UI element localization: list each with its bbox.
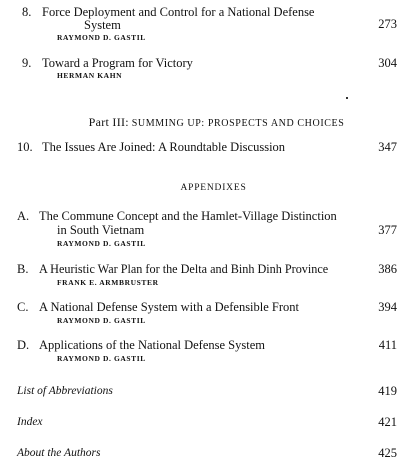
entry-author: HERMAN KAHN	[57, 71, 123, 80]
entry-author: FRANK E. ARMBRUSTER	[57, 278, 159, 287]
part-prefix: Part III:	[88, 115, 129, 129]
entry-title: A National Defense System with a Defensible Front	[39, 300, 300, 314]
entry-page-number: 304	[378, 56, 397, 70]
entry-page-number: 386	[378, 262, 397, 276]
entry-number: 10.	[17, 140, 33, 154]
part-heading	[15, 115, 403, 130]
entry-title: Toward a Program for Victory	[42, 56, 193, 70]
entry-title: Force Deployment and Control for a National Defense	[42, 5, 315, 19]
appendix-letter: A.	[17, 209, 30, 223]
entry-author: RAYMOND D. GASTIL	[57, 33, 146, 42]
entry-author: RAYMOND D. GASTIL	[57, 239, 146, 248]
entry-title: The Commune Concept and the Hamlet-Village Distinction	[39, 209, 337, 223]
entry-title-continued: System	[84, 18, 121, 32]
entry-page-number: 419	[378, 384, 397, 398]
entry-title: About the Authors	[17, 447, 101, 459]
stray-mark	[346, 97, 348, 99]
entry-number: 9.	[22, 56, 32, 70]
appendix-letter: B.	[17, 262, 29, 276]
entry-page-number: 425	[378, 446, 397, 460]
part-title: SUMMING UP: PROSPECTS AND CHOICES	[131, 118, 345, 129]
entry-author: RAYMOND D. GASTIL	[57, 354, 146, 363]
entry-page-number: 273	[378, 17, 397, 31]
entry-page-number: 421	[378, 415, 397, 429]
appendixes-heading: APPENDIXES	[180, 183, 247, 193]
entry-author: RAYMOND D. GASTIL	[57, 316, 146, 325]
appendix-letter: D.	[17, 338, 30, 352]
entry-title: The Issues Are Joined: A Roundtable Discussion	[42, 140, 286, 154]
entry-number: 8.	[22, 5, 32, 19]
entry-title: Applications of the National Defense System	[39, 338, 265, 352]
entry-page-number: 411	[378, 338, 397, 352]
entry-page-number: 394	[378, 300, 397, 314]
entry-title-continued: in South Vietnam	[57, 223, 145, 237]
entry-title: A Heuristic War Plan for the Delta and Binh Dinh Province	[39, 262, 329, 276]
entry-title: List of Abbreviations	[17, 385, 113, 397]
appendix-letter: C.	[17, 300, 29, 314]
entry-page-number: 377	[378, 223, 397, 237]
entry-page-number: 347	[378, 140, 397, 154]
entry-title: Index	[17, 416, 43, 428]
